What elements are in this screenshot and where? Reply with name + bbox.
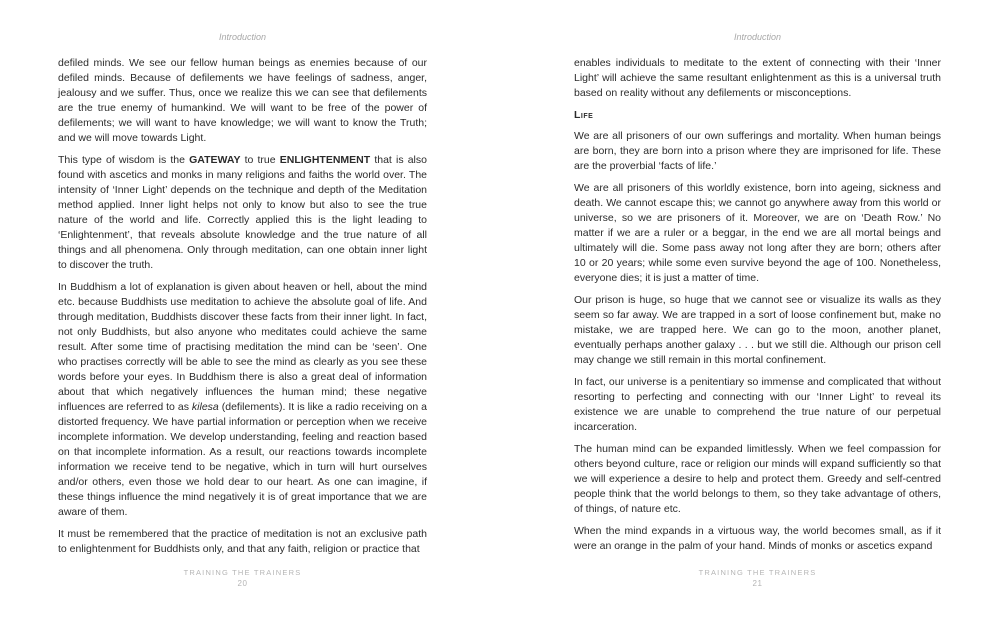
- running-head: Introduction: [733, 32, 782, 42]
- page-number: 20: [237, 579, 248, 588]
- text-run: that is also found with ascetics and monks in many religions and faiths the world over. The intensity of ‘Inner Light’ depends on the technique and depth of the Meditation method applied. Inner light helps not only to know but also to see the true nature of the world and life. Correctly applied this is the light leading to ‘Enlightenment’, that reveals absolute knowledge and the true nature of all things and all phenomena. Only through meditation, can one obtain inner light to discover the truth.: [58, 154, 427, 271]
- right-page: [574, 0, 941, 618]
- left-page: [58, 0, 427, 618]
- text-run: (defilements). It is like a radio receiving on a distorted frequency. We have partial information or perception when we receive incomplete information. We develop understanding, feeling and reaction based on that incomplete information. As a result, our reactions towards incomplete information we receive tend to be negative, which in turn will hurt ourselves and/or others, even those we hold dear to our heart. As one can imagine, if these things influence the mind negatively it is of great importance that we are aware of them.: [58, 401, 428, 518]
- page-footer: [574, 567, 941, 589]
- text-run: This type of wisdom is the: [58, 154, 190, 166]
- paragraph: When the mind expands in a virtuous way, the world becomes small, as if it were an orange in the palm of your hand. Minds of monks or ascetics expand: [574, 525, 941, 552]
- paragraph: It must be remembered that the practice of meditation is not an exclusive path to enlightenment for Buddhists only, and that any faith, religion or practice that: [58, 528, 427, 555]
- page-body: [574, 56, 941, 561]
- text-run: In Buddhism a lot of explanation is given about heaven or hell, about the mind etc. because Buddhists use meditation to achieve the absolute goal of life. And through meditation, Buddhists discover these facts from their inner light. In fact, not only Buddhists, but also anyone who meditates could achieve the same result. After some time of practising meditation the mind can be ‘seen’. One who practises correctly will be able to see the mind as clearly as you see these words before your eyes. In Buddhism there is also a great deal of information about that which negatively influences the human mind; these negative influences are referred to as: [58, 281, 427, 413]
- paragraph: The human mind can be expanded limitlessly. When we feel compassion for others beyond culture, race or religion our minds will expand sufficiently so that we will experience a desire to help and protect them. Greedy and self-centred people think that the world belongs to them, so they take advantage of others, of things, of nature etc.: [574, 443, 941, 515]
- paragraph: Our prison is huge, so huge that we cannot see or visualize its walls as they seem so far away. We are trapped in a sort of loose confinement but, make no mistake, we are trapped here. We can go to the moon, another planet, eventually perhaps another galaxy . . . but we still die. Although our prison cell may change we still remain in this mortal confinement.: [574, 294, 941, 366]
- running-head: Introduction: [218, 32, 267, 42]
- paragraph: defiled minds. We see our fellow human beings as enemies because of our defiled minds. Because of defilements we have feelings of sadness, anger, jealousy and we suffer. Thus, once we realize this we can see that defilements are the true enemy of humankind. We will want to be free of the power of defilements; we will want to have knowledge; we will want to know the Truth; and we will move towards Light.: [58, 57, 427, 144]
- term-kilesa: kilesa: [191, 401, 219, 413]
- section-heading: Life: [574, 109, 594, 121]
- page-number: 21: [752, 579, 763, 588]
- text-run: to true: [240, 154, 280, 166]
- paragraph: [58, 280, 427, 520]
- paragraph: [58, 153, 427, 273]
- emphasis-enlightenment: ENLIGHTENMENT: [279, 154, 371, 166]
- paragraph: enables individuals to meditate to the extent of connecting with their ‘Inner Light’ will achieve the same resultant enlightenment as this is a universal truth based on reality without any defilements or misconceptions.: [574, 57, 941, 99]
- page-body: [58, 56, 427, 564]
- footer-title: TRAINING THE TRAINERS: [183, 568, 302, 577]
- page-footer: [58, 567, 427, 589]
- paragraph: We are all prisoners of our own sufferings and mortality. When human beings are born, they are born into a prison where they are imprisoned for life. These are the proverbial ‘facts of life.’: [574, 130, 941, 172]
- emphasis-gateway: GATEWAY: [189, 154, 241, 166]
- footer-title: TRAINING THE TRAINERS: [698, 568, 817, 577]
- paragraph: We are all prisoners of this worldly existence, born into ageing, sickness and death. We cannot escape this; we cannot go anywhere away from this world or universe, so we are prisoners of it. Moreover, we are on ‘Death Row.’ No matter if we are a ruler or a beggar, in the end we are all mortal beings and ultimately will die. Some pass away not long after they are born; others after 10 or 20 years; while some even survive beyond the age of 100. Nonetheless, everyone dies; it is just a matter of time.: [574, 182, 941, 284]
- paragraph: In fact, our universe is a penitentiary so immense and complicated that without resorting to perfecting and connecting with our ‘Inner Light’ to reveal its existence we are unable to comprehend the true nature of our perpetual incarceration.: [574, 376, 941, 433]
